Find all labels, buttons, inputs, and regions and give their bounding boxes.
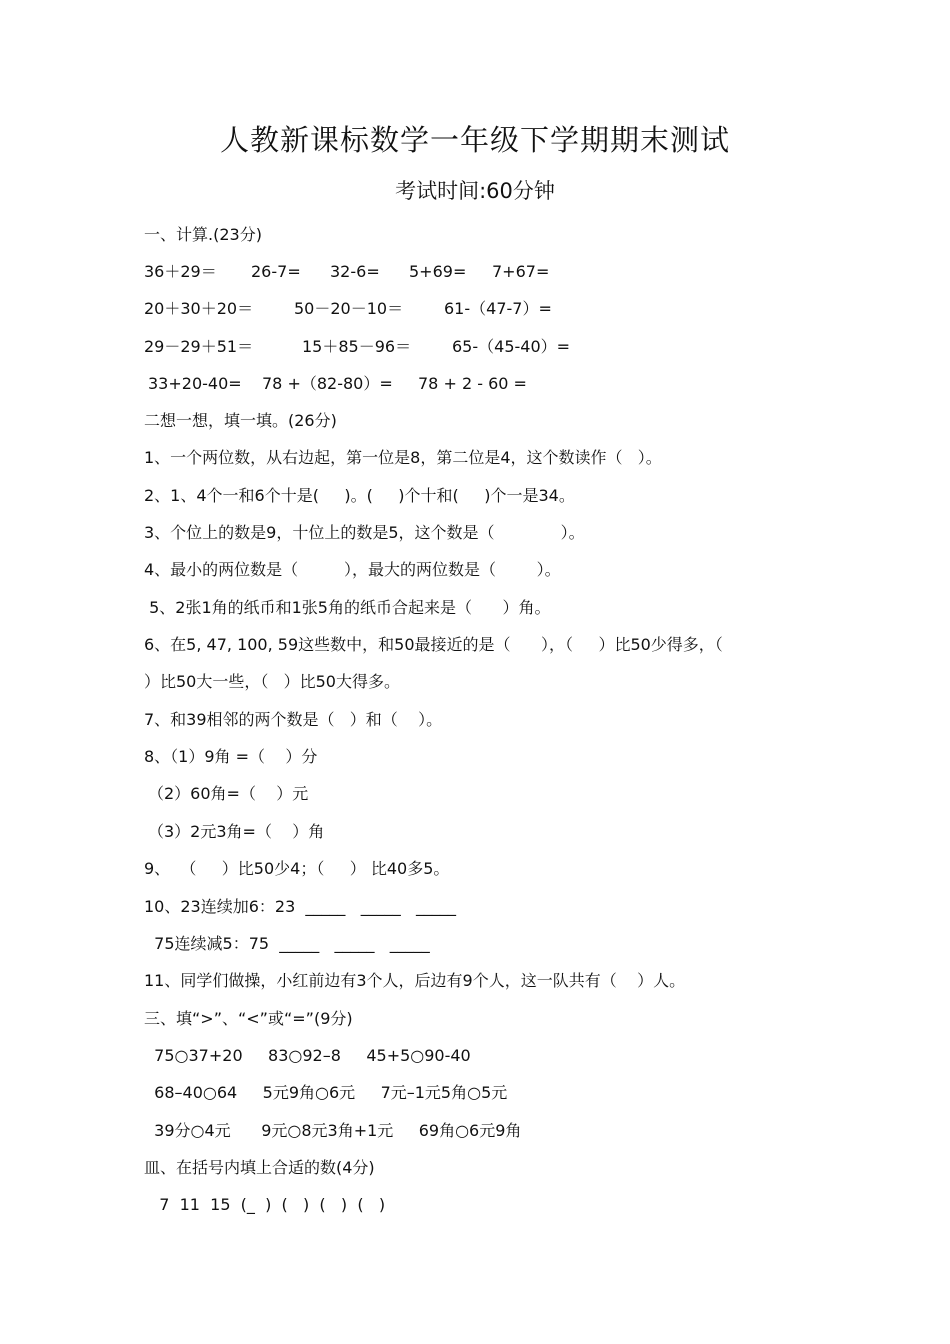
calc-item: 15＋85－96＝ (302, 337, 412, 356)
compare-row-1: 75○37+20 83○92–8 45+5○90-40 (144, 1046, 471, 1065)
section2-heading: 二想一想，填一填。(26分) (144, 411, 337, 430)
calc-item: 5+69= (409, 262, 467, 281)
question-8-part3: （3）2元3角=（ ）角 (148, 822, 325, 841)
question-10-line2: 75连续减5：75 _____ _____ _____ (144, 934, 430, 953)
question-6-line1: 6、在5, 47, 100, 59这些数中，和50最接近的是（ ），（ ）比50少得多，（ (144, 635, 723, 654)
question-2: 2、1、4个一和6个十是( )。( )个十和( )个一是34。 (144, 486, 575, 505)
calc-item: 20＋30＋20＝ (144, 299, 254, 318)
section4-heading: 皿、在括号内填上合适的数(4分) (144, 1158, 375, 1177)
question-1: 1、一个两位数，从右边起，第一位是8，第二位是4，这个数读作（ ）。 (144, 448, 662, 467)
calc-item: 78 + 2 - 60 = (418, 374, 527, 393)
question-11: 11、同学们做操，小红前边有3个人，后边有9个人，这一队共有（ ）人。 (144, 971, 686, 990)
compare-row-3: 39分○4元 9元○8元3角+1元 69角○6元9角 (144, 1121, 522, 1140)
calc-item: 32-6= (330, 262, 380, 281)
calc-item: 50－20－10＝ (294, 299, 404, 318)
question-6-line2: ）比50大一些，（ ）比50大得多。 (144, 672, 400, 691)
compare-row-2: 68–40○64 5元9角○6元 7元–1元5角○5元 (144, 1083, 508, 1102)
page-title: 人教新课标数学一年级下学期期末测试 (219, 123, 730, 157)
section1-heading: 一、计算.(23分) (144, 225, 262, 244)
calc-item: 36＋29＝ (144, 262, 217, 281)
calc-item: 29－29＋51＝ (144, 337, 254, 356)
calc-item: 26-7= (251, 262, 301, 281)
question-7: 7、和39相邻的两个数是（ ）和（ ）。 (144, 710, 443, 729)
question-9: 9、 （ ）比50少4；（ ） 比40多5。 (144, 859, 450, 878)
calc-item: 7+67= (492, 262, 550, 281)
calc-item: 33+20-40= (148, 374, 242, 393)
question-8-part1: 8、（1）9角 =（ ）分 (144, 747, 318, 766)
question-5: 5、2张1角的纸币和1张5角的纸币合起来是（ ）角。 (144, 598, 551, 617)
section3-heading: 三、填“>”、“<”或“=”(9分) (144, 1009, 353, 1028)
question-4: 4、最小的两位数是（ ），最大的两位数是（ ）。 (144, 560, 561, 579)
question-3: 3、个位上的数是9，十位上的数是5，这个数是（ ）。 (144, 523, 585, 542)
number-sequence: 7 11 15 (_ ) ( ) ( ) ( ) (144, 1195, 386, 1214)
calc-item: 65-（45-40）= (452, 337, 571, 356)
calc-item: 78 +（82-80）= (262, 374, 393, 393)
exam-time: 考试时间:60分钟 (395, 179, 555, 203)
question-8-part2: （2）60角=（ ）元 (148, 784, 309, 803)
calc-item: 61-（47-7）= (444, 299, 552, 318)
question-10-line1: 10、23连续加6：23 _____ _____ _____ (144, 897, 456, 916)
